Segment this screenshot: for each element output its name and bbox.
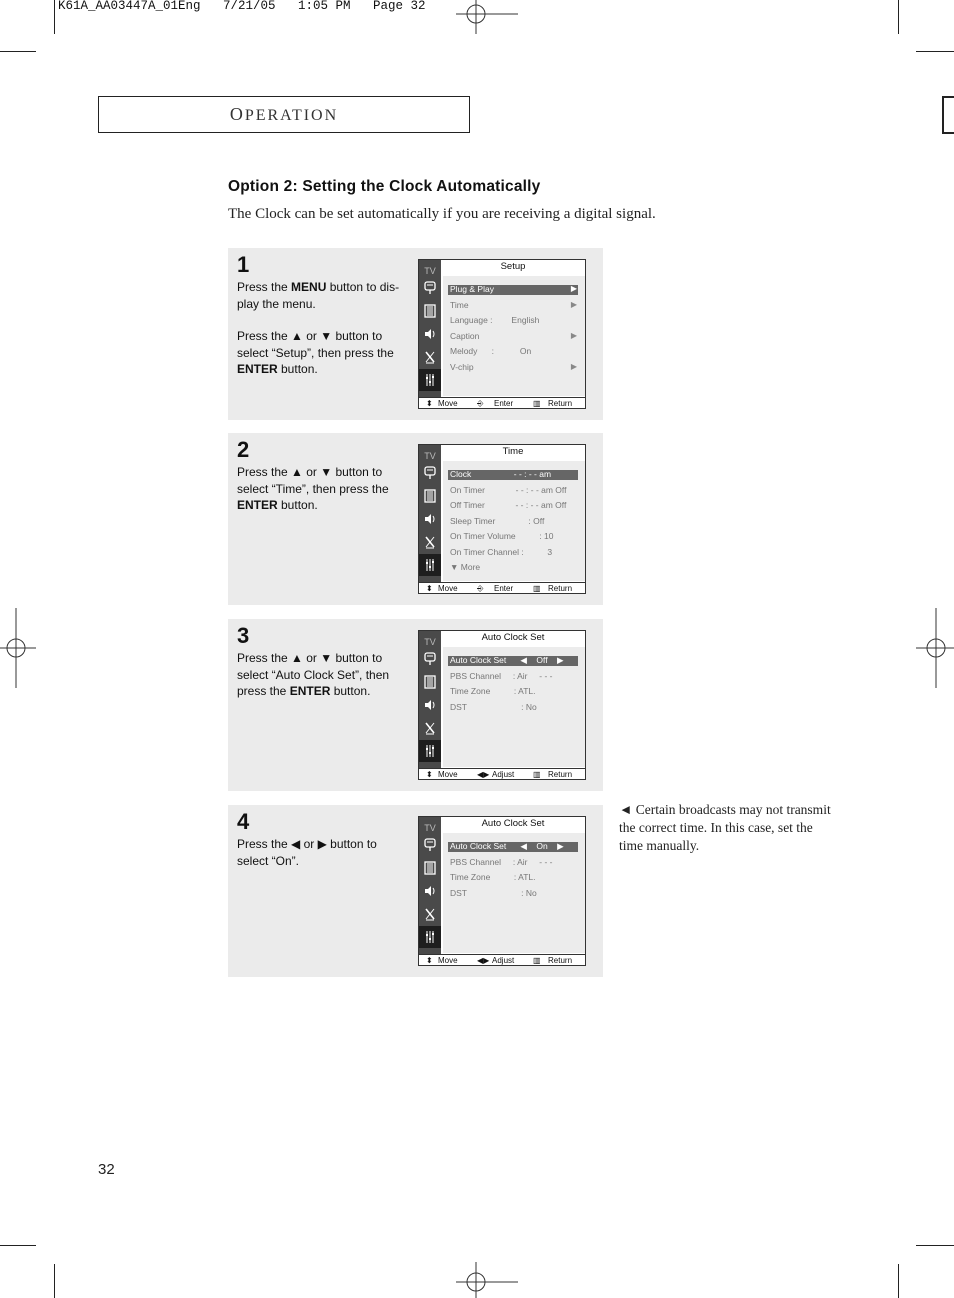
step-instructions (237, 464, 409, 530)
return-label: Return (548, 584, 573, 593)
picture-icon (419, 531, 441, 553)
step-instructions (237, 650, 409, 716)
return-icon: ▥ (533, 584, 541, 593)
enter-label: Enter (494, 399, 514, 408)
step-instructions (237, 279, 409, 394)
crop-mark (54, 1264, 55, 1298)
setup-icon (419, 926, 441, 948)
sound-icon (419, 880, 441, 902)
return-icon: ▥ (533, 956, 541, 965)
enter-label: Enter (494, 584, 514, 593)
move-icon: ⬍ (426, 770, 433, 779)
return-label: Return (548, 770, 573, 779)
registration-mark-icon (456, 1262, 518, 1298)
return-label: Return (548, 956, 573, 965)
setup-icon (419, 369, 441, 391)
registration-mark-icon (916, 608, 954, 688)
crop-mark (0, 1245, 36, 1246)
return-icon: ▥ (533, 399, 541, 408)
move-icon: ⬍ (426, 956, 433, 965)
osd-menu-item: Time Zone : ATL. (450, 872, 536, 882)
osd-menu-item: Plug & Play (450, 284, 494, 294)
osd-sidebar (419, 631, 441, 768)
step-1 (228, 248, 603, 420)
return-label: Return (548, 399, 573, 408)
channel-icon (419, 485, 441, 507)
crop-mark (898, 0, 899, 34)
antenna-icon (419, 277, 441, 299)
tv-osd-screen (418, 816, 586, 966)
step-number: 4 (237, 809, 250, 834)
crop-mark (916, 1245, 954, 1246)
adjust-label: Adjust (492, 770, 515, 779)
osd-menu-item: ▼ More (450, 562, 481, 572)
instruction-paragraph: Press the MENU button to dis-play the menu. (237, 280, 400, 311)
osd-menu-item: PBS Channel : Air - - - (450, 670, 553, 681)
page-heading: Option 2: Setting the Clock Automatically (228, 178, 541, 195)
registration-mark-icon (0, 608, 36, 688)
osd-menu-item: Clock - - : - - am (450, 469, 552, 479)
instruction-paragraph: Press the ▲ or ▼ button to select “Auto Clock Set”, then press the ENTER button. (237, 651, 390, 698)
osd-menu-item: Sleep Timer : Off (450, 515, 545, 526)
tv-osd-screen (418, 444, 586, 594)
osd-menu-item: On Timer Channel : 3 (450, 546, 553, 557)
move-label: Move (438, 770, 458, 779)
printer-slug: K61A_AA03447A_01Eng 7/21/05 1:05 PM Page 32 (58, 0, 426, 13)
left-right-icon: ◀▶ (477, 770, 490, 779)
osd-title: Auto Clock Set (481, 818, 545, 829)
tv-label: TV (424, 637, 436, 647)
crop-mark (898, 1264, 899, 1298)
move-icon: ⬍ (426, 584, 433, 593)
osd-menu-item: Auto Clock Set ◀ On ▶ (450, 841, 564, 851)
antenna-icon (419, 462, 441, 484)
move-label: Move (438, 956, 458, 965)
crop-mark (54, 0, 55, 34)
osd-menu-item: V-chip (450, 361, 474, 372)
step-number: 2 (237, 437, 250, 462)
picture-icon (419, 717, 441, 739)
crop-mark (916, 51, 954, 52)
osd-menu-item: Melody : On (450, 346, 532, 356)
setup-icon (419, 554, 441, 576)
intro-text: The Clock can be set automatically if you are receiving a digital signal. (228, 206, 656, 222)
left-right-icon: ◀▶ (477, 956, 490, 965)
enter-icon: ⎆ (477, 584, 484, 593)
channel-icon (419, 300, 441, 322)
osd-footer (419, 582, 585, 594)
osd-menu-item: DST : No (450, 701, 537, 712)
step-instructions (237, 836, 409, 885)
osd-menu-item: Caption (450, 330, 480, 341)
osd-menu-item: Off Timer - - : - - am Off (450, 500, 567, 510)
registration-mark-icon (456, 0, 518, 34)
osd-menu-item: Time Zone : ATL. (450, 686, 536, 696)
instruction-paragraph: Press the ◀ or ▶ button to select “On”. (237, 837, 377, 868)
page-number: 32 (98, 1161, 115, 1178)
osd-menu-item: On Timer Volume : 10 (450, 531, 554, 541)
tv-label: TV (424, 266, 436, 276)
chevron-right-icon: ▶ (570, 361, 577, 371)
crop-mark (0, 51, 36, 52)
tv-osd-screen (418, 630, 586, 780)
osd-title: Time (502, 446, 524, 457)
enter-icon: ⎆ (477, 399, 484, 408)
return-icon: ▥ (533, 770, 541, 779)
move-label: Move (438, 584, 458, 593)
chevron-right-icon: ▶ (570, 299, 577, 309)
osd-title: Setup (500, 261, 526, 272)
instruction-paragraph: Press the ▲ or ▼ button to select “Setup”, then press the ENTER button. (237, 329, 394, 376)
sound-icon (419, 694, 441, 716)
osd-footer (419, 397, 585, 409)
step-number: 3 (237, 623, 250, 648)
setup-icon (419, 740, 441, 762)
move-icon: ⬍ (426, 399, 433, 408)
osd-footer (419, 954, 585, 966)
step-4 (228, 805, 603, 977)
step-2 (228, 433, 603, 605)
osd-menu-item: Auto Clock Set ◀ Off ▶ (450, 655, 564, 665)
move-label: Move (438, 399, 458, 408)
picture-icon (419, 346, 441, 368)
osd-menu-item: On Timer - - : - - am Off (450, 484, 567, 495)
osd-sidebar (419, 445, 441, 582)
osd-title: Auto Clock Set (481, 632, 545, 643)
edge-tab-mark (942, 96, 954, 134)
section-title: OPERATION (229, 104, 339, 124)
osd-footer (419, 768, 585, 780)
antenna-icon (419, 834, 441, 856)
tv-label: TV (424, 823, 436, 833)
channel-icon (419, 671, 441, 693)
chevron-right-icon: ▶ (570, 284, 577, 293)
osd-sidebar (419, 260, 441, 397)
instruction-paragraph: Press the ▲ or ▼ button to select “Time”, then press the ENTER button. (237, 465, 389, 512)
osd-menu-item: Time (450, 299, 469, 310)
sound-icon (419, 323, 441, 345)
sound-icon (419, 508, 441, 530)
osd-menu-item: PBS Channel : Air - - - (450, 856, 553, 867)
side-note: ◄ Certain broadcasts may not transmit the correct time. In this case, set the time manually. (619, 802, 831, 853)
adjust-label: Adjust (492, 956, 515, 965)
channel-icon (419, 857, 441, 879)
picture-icon (419, 903, 441, 925)
step-number: 1 (237, 252, 250, 277)
chevron-right-icon: ▶ (570, 330, 577, 340)
osd-sidebar (419, 817, 441, 954)
step-3 (228, 619, 603, 791)
tv-label: TV (424, 451, 436, 461)
osd-menu-item: Language : English (450, 315, 540, 325)
antenna-icon (419, 648, 441, 670)
tv-osd-screen (418, 259, 586, 409)
osd-menu-item: DST : No (450, 887, 537, 898)
